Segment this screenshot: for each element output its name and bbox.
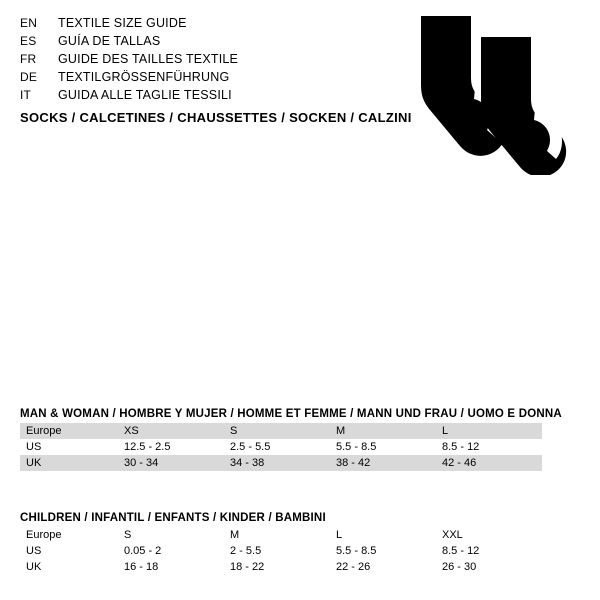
cell: 34 - 38 (224, 455, 330, 471)
cell: 26 - 30 (436, 559, 542, 575)
language-text: TEXTILGRÖSSENFÜHRUNG (58, 70, 230, 84)
table-row (20, 423, 542, 439)
table-row (20, 439, 542, 455)
cell: S (224, 423, 330, 439)
table-row (20, 455, 542, 471)
size-table-man-woman (20, 408, 580, 471)
row-label: UK (20, 559, 118, 575)
language-text: GUIDA ALLE TAGLIE TESSILI (58, 88, 232, 102)
language-row-en (20, 14, 400, 32)
row-label: US (20, 439, 118, 455)
table-title: CHILDREN / INFANTIL / ENFANTS / KINDER / BAMBINI (20, 512, 326, 524)
cell: XS (118, 423, 224, 439)
language-code: IT (20, 88, 32, 102)
table (20, 423, 542, 471)
cell: 5.5 - 8.5 (330, 543, 436, 559)
cell: XXL (436, 527, 542, 543)
language-code: DE (20, 70, 38, 84)
table-row (20, 543, 542, 559)
language-text: TEXTILE SIZE GUIDE (58, 16, 187, 30)
language-row-es (20, 32, 400, 50)
cell: S (118, 527, 224, 543)
language-code: EN (20, 16, 38, 30)
cell: 38 - 42 (330, 455, 436, 471)
language-row-it (20, 86, 400, 104)
table-row (20, 559, 542, 575)
cell: 18 - 22 (224, 559, 330, 575)
language-row-de (20, 68, 400, 86)
cell: 22 - 26 (330, 559, 436, 575)
cell: L (436, 423, 542, 439)
table-title: MAN & WOMAN / HOMBRE Y MUJER / HOMME ET FEMME / MANN UND FRAU / UOMO E DONNA (20, 408, 562, 420)
language-text: GUÍA DE TALLAS (58, 34, 161, 48)
language-code: FR (20, 52, 37, 66)
cell: 30 - 34 (118, 455, 224, 471)
language-code: ES (20, 34, 37, 48)
cell: 8.5 - 12 (436, 439, 542, 455)
cell: 2.5 - 5.5 (224, 439, 330, 455)
cell: 42 - 46 (436, 455, 542, 471)
table (20, 527, 542, 575)
row-label: Europe (20, 423, 118, 439)
language-row-fr (20, 50, 400, 68)
pair-of-socks-icon (405, 10, 580, 175)
cell: L (330, 527, 436, 543)
cell: 5.5 - 8.5 (330, 439, 436, 455)
cell: 8.5 - 12 (436, 543, 542, 559)
page-subtitle: SOCKS / CALCETINES / CHAUSSETTES / SOCKEN / CALZINI (20, 110, 412, 125)
language-text: GUIDE DES TAILLES TEXTILE (58, 52, 239, 66)
table-row (20, 527, 542, 543)
row-label: US (20, 543, 118, 559)
cell: M (224, 527, 330, 543)
size-table-children (20, 512, 580, 575)
language-list (20, 14, 400, 104)
row-label: UK (20, 455, 118, 471)
cell: M (330, 423, 436, 439)
cell: 16 - 18 (118, 559, 224, 575)
cell: 0.05 - 2 (118, 543, 224, 559)
cell: 2 - 5.5 (224, 543, 330, 559)
cell: 12.5 - 2.5 (118, 439, 224, 455)
row-label: Europe (20, 527, 118, 543)
